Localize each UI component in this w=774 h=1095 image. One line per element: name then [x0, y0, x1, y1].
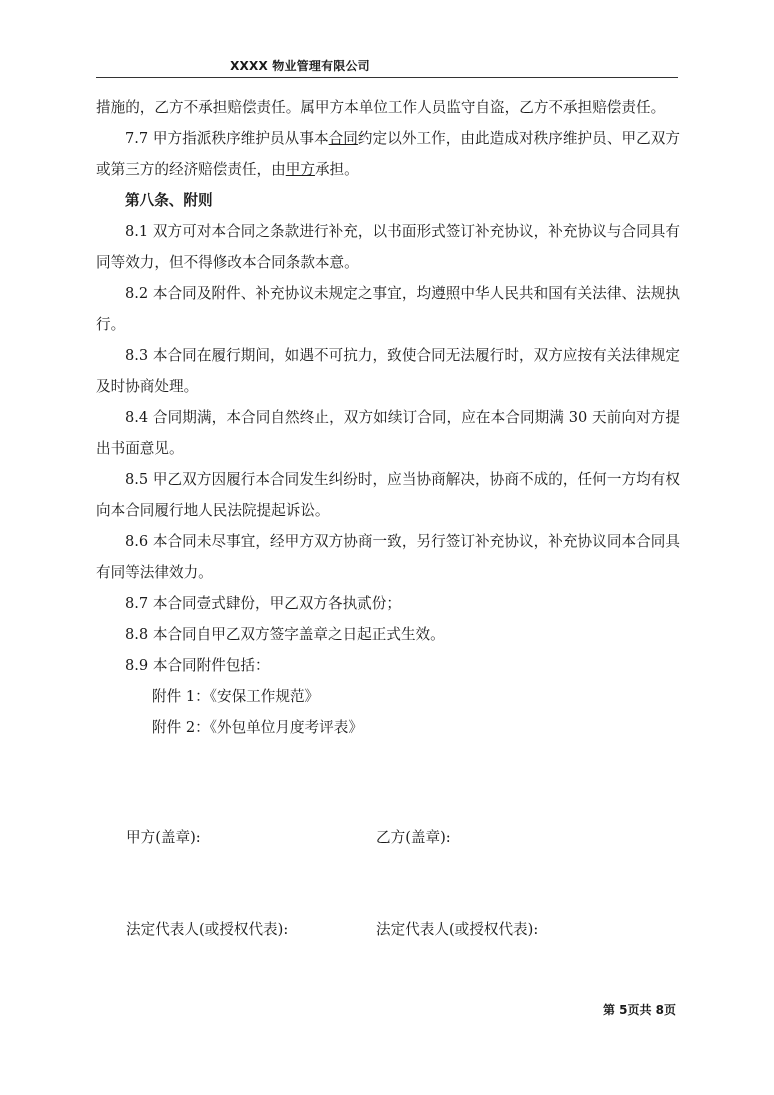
party-a-seal-label: 甲方(盖章): — [126, 829, 201, 846]
clause-7-7-part-c: 约定以外工作，由此造成对秩序维护员、甲乙双方或第三方的经济赔偿责任，由 — [96, 130, 680, 178]
clause-7-7-part-a: 7.7 甲方指派秩序维护员从事本 — [125, 130, 329, 147]
party-b-representative-label: 法定代表人(或授权代表): — [376, 921, 539, 938]
clause-7-7 — [96, 123, 680, 185]
clause-8-1: 8.1 双方可对本合同之条款进行补充，以书面形式签订补充协议，补充协议与合同具有同等效力，但不得修改本合同条款本意。 — [96, 223, 680, 271]
attachment-1: 附件 1：《安保工作规范》 — [152, 688, 320, 705]
page-number: 第 5页共 8页 — [602, 1003, 676, 1017]
header-company-name: XXXX 物业管理有限公司 — [230, 59, 370, 73]
clause-8-6: 8.6 本合同未尽事宜，经甲方双方协商一致，另行签订补充协议，补充协议同本合同具有同等法律效力。 — [96, 533, 680, 581]
paragraph-continued: 措施的，乙方不承担赔偿责任。属甲方本单位工作人员监守自盗，乙方不承担赔偿责任。 — [96, 99, 666, 116]
clause-8-4: 8.4 合同期满，本合同自然终止，双方如续订合同，应在本合同期满 30 天前向对方提出书面意见。 — [96, 409, 680, 457]
clause-8-9: 8.9 本合同附件包括： — [125, 657, 270, 674]
header-divider — [96, 77, 678, 78]
clause-7-7-underlined-party-a: 甲方 — [285, 161, 315, 178]
clause-8-8: 8.8 本合同自甲乙双方签字盖章之日起正式生效。 — [125, 626, 445, 643]
clause-7-7-underlined-contract: 合同 — [328, 130, 358, 147]
party-a-representative-label: 法定代表人(或授权代表): — [126, 921, 289, 938]
attachment-2: 附件 2：《外包单位月度考评表》 — [152, 719, 363, 736]
clause-8-2: 8.2 本合同及附件、补充协议未规定之事宜，均遵照中华人民共和国有关法律、法规执行。 — [96, 285, 680, 333]
document-body — [96, 92, 680, 743]
clause-8-3: 8.3 本合同在履行期间，如遇不可抗力，致使合同无法履行时，双方应按有关法律规定及时协商处理。 — [96, 347, 680, 395]
party-b-seal-label: 乙方(盖章): — [376, 829, 451, 846]
section-8-heading: 第八条、附则 — [125, 192, 213, 209]
signature-seal-row — [126, 826, 646, 847]
clause-8-5: 8.5 甲乙双方因履行本合同发生纠纷时，应当协商解决，协商不成的，任何一方均有权向本合同履行地人民法院提起诉讼。 — [96, 471, 680, 519]
clause-7-7-part-e: 承担。 — [314, 161, 359, 178]
clause-8-7: 8.7 本合同壹式肆份，甲乙双方各执贰份； — [125, 595, 401, 612]
signature-representative-row — [126, 918, 646, 939]
